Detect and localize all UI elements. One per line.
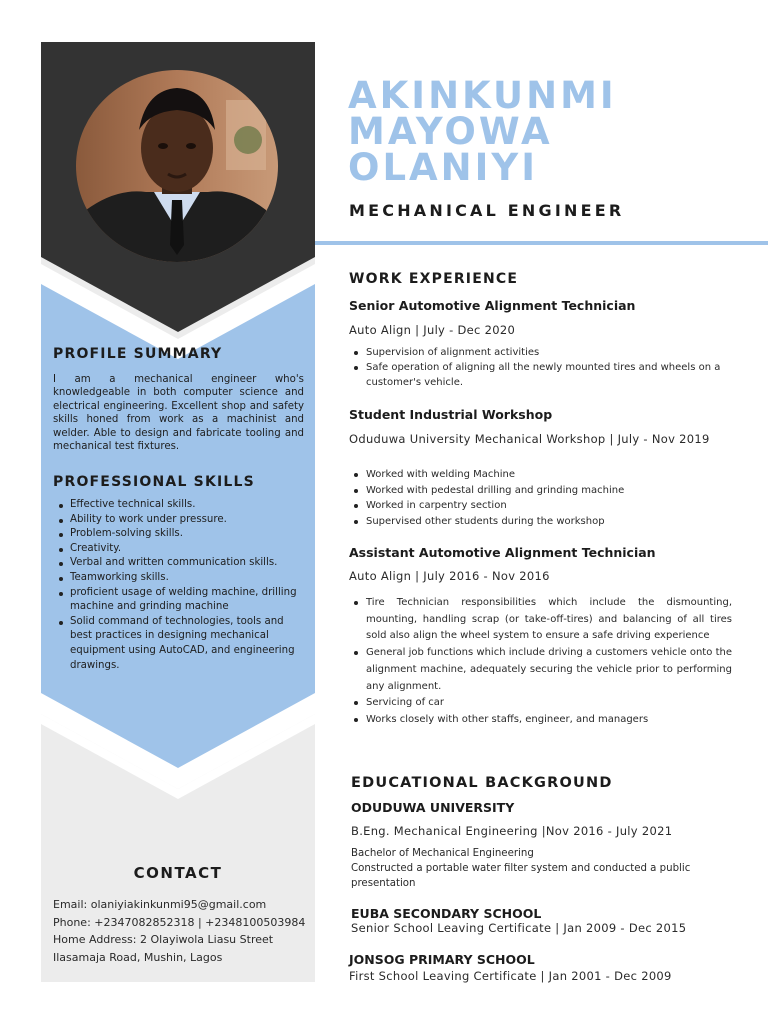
job-meta: Auto Align | July 2016 - Nov 2016 bbox=[349, 569, 550, 583]
job-bullet: Tire Technician responsibilities which include the dismounting, mounting, handling scrap (or take-off-tires) and balancing of all tires sold also align the wheel system to ensure a safe driving experience bbox=[349, 595, 732, 645]
skill-item: Effective technical skills. bbox=[53, 498, 308, 513]
skills-list bbox=[53, 498, 308, 673]
job-title: Senior Automotive Alignment Technician bbox=[349, 298, 636, 313]
job-bullet: Works closely with other staffs, engineer, and managers bbox=[349, 712, 732, 729]
name-line-1: AKINKUNMI bbox=[348, 74, 617, 117]
school-meta: B.Eng. Mechanical Engineering |Nov 2016 - July 2021 bbox=[351, 824, 673, 838]
school-detail: Constructed a portable water filter system and conducted a public presentation bbox=[351, 863, 691, 889]
skill-item: Ability to work under pressure. bbox=[53, 513, 308, 528]
job-bullet: Safe operation of aligning all the newly mounted tires and wheels on a customer's vehicle. bbox=[349, 360, 734, 390]
job-bullets bbox=[349, 345, 734, 390]
profile-photo bbox=[76, 70, 278, 262]
contact-block bbox=[53, 896, 315, 966]
job-title: Assistant Automotive Alignment Technician bbox=[349, 545, 656, 560]
full-name bbox=[348, 74, 748, 189]
work-experience-title: WORK EXPERIENCE bbox=[349, 271, 519, 287]
skill-item: Teamworking skills. bbox=[53, 571, 308, 586]
school-name: ODUDUWA UNIVERSITY bbox=[351, 800, 515, 815]
school-meta: First School Leaving Certificate | Jan 2001 - Dec 2009 bbox=[349, 969, 672, 983]
job-bullet: Worked with pedestal drilling and grinding machine bbox=[349, 483, 734, 499]
job-bullet: Worked in carpentry section bbox=[349, 498, 734, 514]
header-divider bbox=[315, 241, 768, 245]
skill-item: Problem-solving skills. bbox=[53, 527, 308, 542]
contact-address-line2: Ilasamaja Road, Mushin, Lagos bbox=[53, 950, 223, 964]
skill-item: proficient usage of welding machine, drilling machine and grinding machine bbox=[53, 586, 308, 615]
profile-summary-title: PROFILE SUMMARY bbox=[53, 346, 223, 362]
contact-phone[interactable]: Phone: +2347082852318 | +2348100503984 bbox=[53, 915, 306, 929]
job-meta: Auto Align | July - Dec 2020 bbox=[349, 323, 516, 337]
contact-email[interactable]: Email: olaniyiakinkunmi95@gmail.com bbox=[53, 898, 267, 911]
job-bullets bbox=[349, 467, 734, 529]
school-details bbox=[351, 846, 736, 891]
job-bullet: Servicing of car bbox=[349, 695, 732, 712]
professional-skills-title: PROFESSIONAL SKILLS bbox=[53, 474, 255, 490]
school-detail: Bachelor of Mechanical Engineering bbox=[351, 848, 534, 859]
profile-summary-text: I am a mechanical engineer who's knowledgeable in both computer science and electrical engineering. Excellent shop and safety skills honed from work as a machinist and welder. Able to design and fabricate tooling and mechanical test fixtures. bbox=[53, 374, 304, 453]
job-bullet: Supervised other students during the workshop bbox=[349, 514, 734, 530]
job-bullet: Worked with welding Machine bbox=[349, 467, 734, 483]
job-bullets bbox=[349, 595, 732, 729]
education-title: EDUCATIONAL BACKGROUND bbox=[351, 775, 613, 791]
job-bullet: General job functions which include driving a customers vehicle onto the alignment machine, adequately securing the vehicle prior to performing any alignment. bbox=[349, 645, 732, 695]
skill-item: Solid command of technologies, tools and best practices in designing mechanical equipment using AutoCAD, and engineering drawings. bbox=[53, 615, 308, 673]
skill-item: Verbal and written communication skills. bbox=[53, 556, 308, 571]
school-name: EUBA SECONDARY SCHOOL bbox=[351, 906, 542, 921]
school-meta: Senior School Leaving Certificate | Jan 2009 - Dec 2015 bbox=[351, 921, 687, 935]
skill-item: Creativity. bbox=[53, 542, 308, 557]
school-name: JONSOG PRIMARY SCHOOL bbox=[349, 952, 535, 967]
name-line-2: MAYOWA bbox=[348, 110, 553, 153]
job-title: Student Industrial Workshop bbox=[349, 407, 553, 422]
job-meta: Oduduwa University Mechanical Workshop | July - Nov 2019 bbox=[349, 432, 710, 446]
job-bullet: Supervision of alignment activities bbox=[349, 345, 734, 360]
contact-address-line1: Home Address: 2 Olayiwola Liasu Street bbox=[53, 933, 274, 946]
name-line-3: OLANIYI bbox=[348, 146, 538, 189]
contact-title: CONTACT bbox=[133, 864, 223, 882]
job-role: MECHANICAL ENGINEER bbox=[349, 201, 625, 220]
